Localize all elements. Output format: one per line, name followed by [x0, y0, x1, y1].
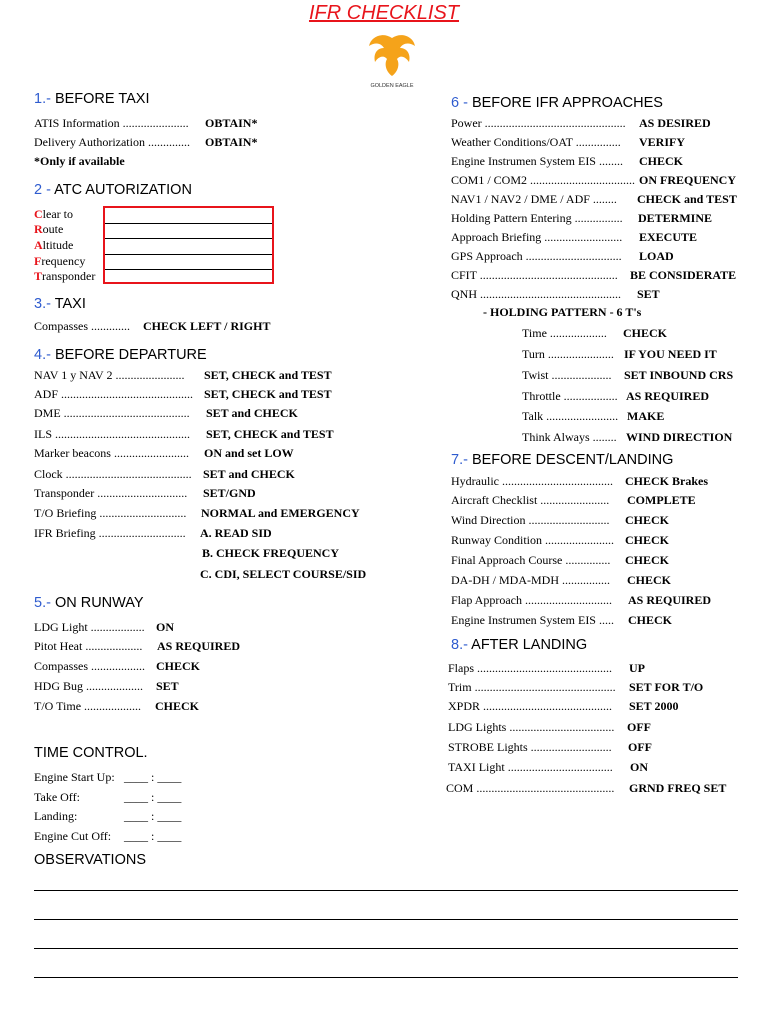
section-before-taxi-title: 1.- BEFORE TAXI	[34, 91, 150, 107]
section-before-departure-title: 4.- BEFORE DEPARTURE	[34, 347, 207, 363]
atc-altitude: Altitude	[34, 238, 74, 252]
section-before-ifr-approaches-title: 6 - BEFORE IFR APPROACHES	[451, 95, 663, 111]
observations-line[interactable]	[34, 919, 738, 920]
svg-text:GOLDEN EAGLE: GOLDEN EAGLE	[370, 83, 414, 89]
observations-line[interactable]	[34, 948, 738, 949]
section-before-descent-title: 7.- BEFORE DESCENT/LANDING	[451, 452, 674, 468]
page-title: IFR CHECKLIST	[308, 2, 460, 24]
holding-pattern-title: - HOLDING PATTERN - 6 T's	[483, 305, 642, 319]
atc-frequency: Frequency	[34, 254, 86, 268]
observations-title: OBSERVATIONS	[34, 852, 146, 868]
departure-extra-c: C. CDI, SELECT COURSE/SID	[200, 567, 367, 581]
atc-clearance-box	[103, 206, 274, 284]
section-on-runway-title: 5.- ON RUNWAY	[34, 595, 144, 611]
before-taxi-note: *Only if available	[34, 154, 125, 168]
departure-extra-b: B. CHECK FREQUENCY	[202, 546, 340, 560]
section-atc-title: 2 - ATC AUTORIZATION	[34, 182, 192, 198]
atc-clear-to: Clear to	[34, 207, 73, 221]
golden-eagle-logo	[367, 30, 417, 90]
atc-transponder: Transponder	[34, 269, 96, 283]
section-after-landing-title: 8.- AFTER LANDING	[451, 637, 588, 653]
observations-line[interactable]	[34, 890, 738, 891]
section-taxi-title: 3.- TAXI	[34, 296, 86, 312]
observations-line[interactable]	[34, 977, 738, 978]
time-control-title: TIME CONTROL.	[34, 745, 148, 761]
atc-route: Route	[34, 222, 64, 236]
